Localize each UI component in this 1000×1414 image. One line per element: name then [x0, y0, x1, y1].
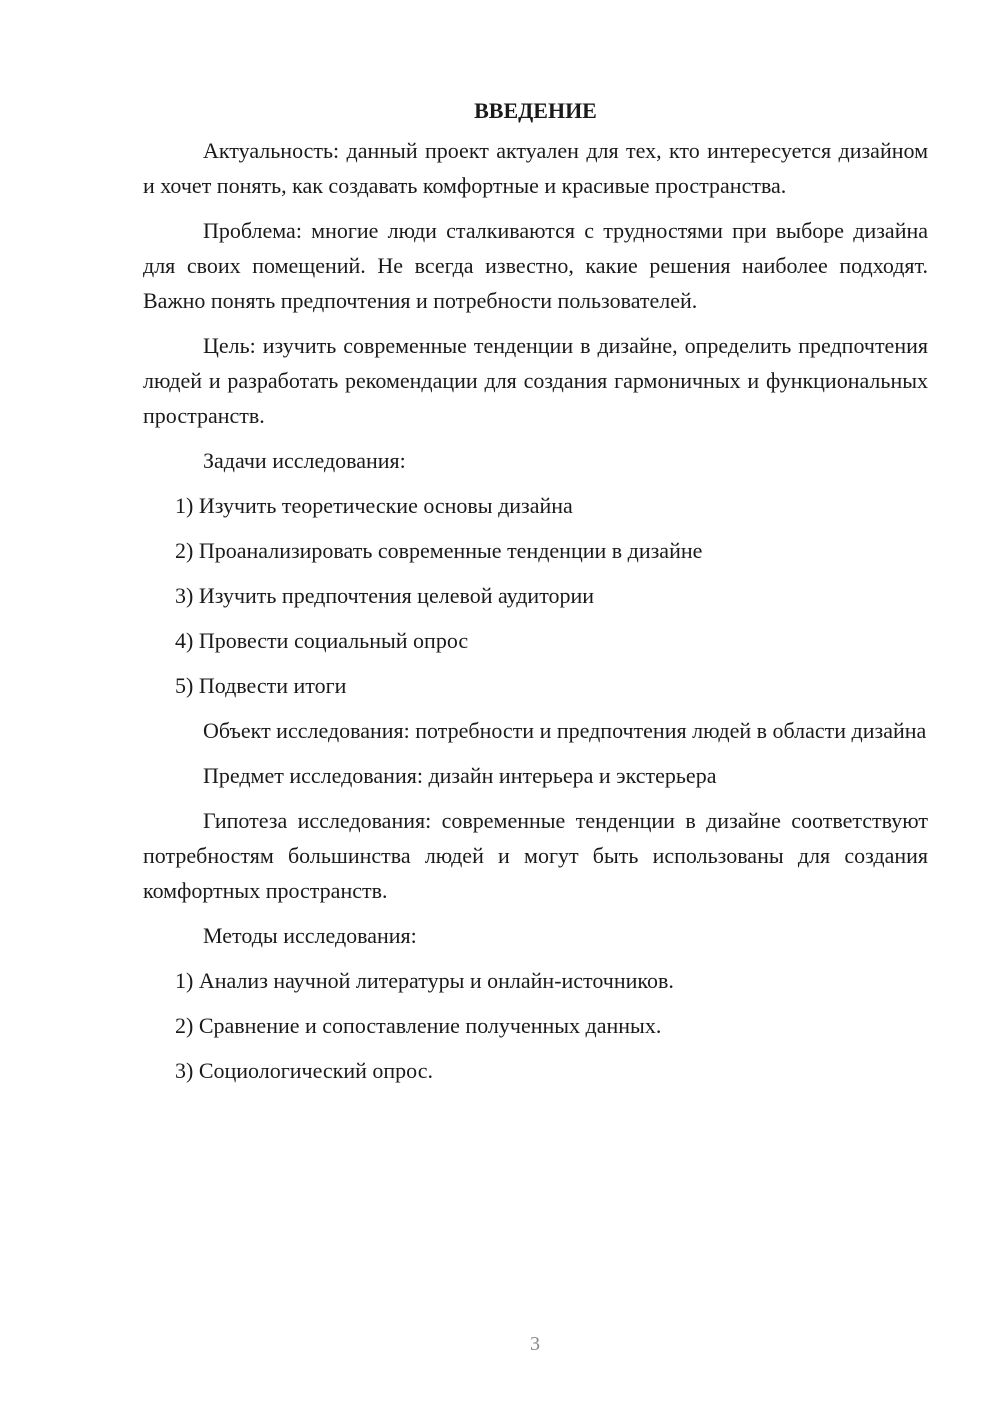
- task-item: 5) Подвести итоги: [175, 673, 347, 698]
- subject-paragraph: Предмет исследования: дизайн интерьера и экстерьера: [203, 763, 717, 788]
- task-item: 2) Проанализировать современные тенденции в дизайне: [175, 538, 703, 563]
- task-item: 3) Изучить предпочтения целевой аудитории: [175, 583, 595, 608]
- method-item: 1) Анализ научной литературы и онлайн-источников.: [175, 968, 674, 993]
- task-item: 1) Изучить теоретические основы дизайна: [175, 493, 573, 518]
- problem-paragraph: Проблема: многие люди сталкиваются с трудностями при выборе дизайна для своих помещений. Не всегда известно, какие решения наиболее подходят. Важно понять предпочтения и потребности пользователей.: [143, 218, 928, 313]
- relevance-paragraph: Актуальность: данный проект актуален для тех, кто интересуется дизайном и хочет понять, как создавать комфортные и красивые пространства.: [143, 138, 928, 198]
- section-heading: ВВЕДЕНИЕ: [474, 98, 597, 123]
- method-item: 3) Социологический опрос.: [175, 1058, 433, 1083]
- method-item: 2) Сравнение и сопоставление полученных данных.: [175, 1013, 662, 1038]
- hypothesis-paragraph: Гипотеза исследования: современные тенденции в дизайне соответствуют потребностям большинства людей и могут быть использованы для создания комфортных пространств.: [143, 808, 928, 903]
- methods-title: Методы исследования:: [203, 923, 417, 948]
- page-content: [143, 95, 928, 1098]
- tasks-title: Задачи исследования:: [203, 448, 406, 473]
- task-item: 4) Провести социальный опрос: [175, 628, 469, 653]
- object-paragraph: Объект исследования: потребности и предпочтения людей в области дизайна: [203, 718, 927, 743]
- page-number: 3: [530, 1333, 540, 1355]
- goal-paragraph: Цель: изучить современные тенденции в дизайне, определить предпочтения людей и разработать рекомендации для создания гармоничных и функциональных пространств.: [143, 333, 928, 428]
